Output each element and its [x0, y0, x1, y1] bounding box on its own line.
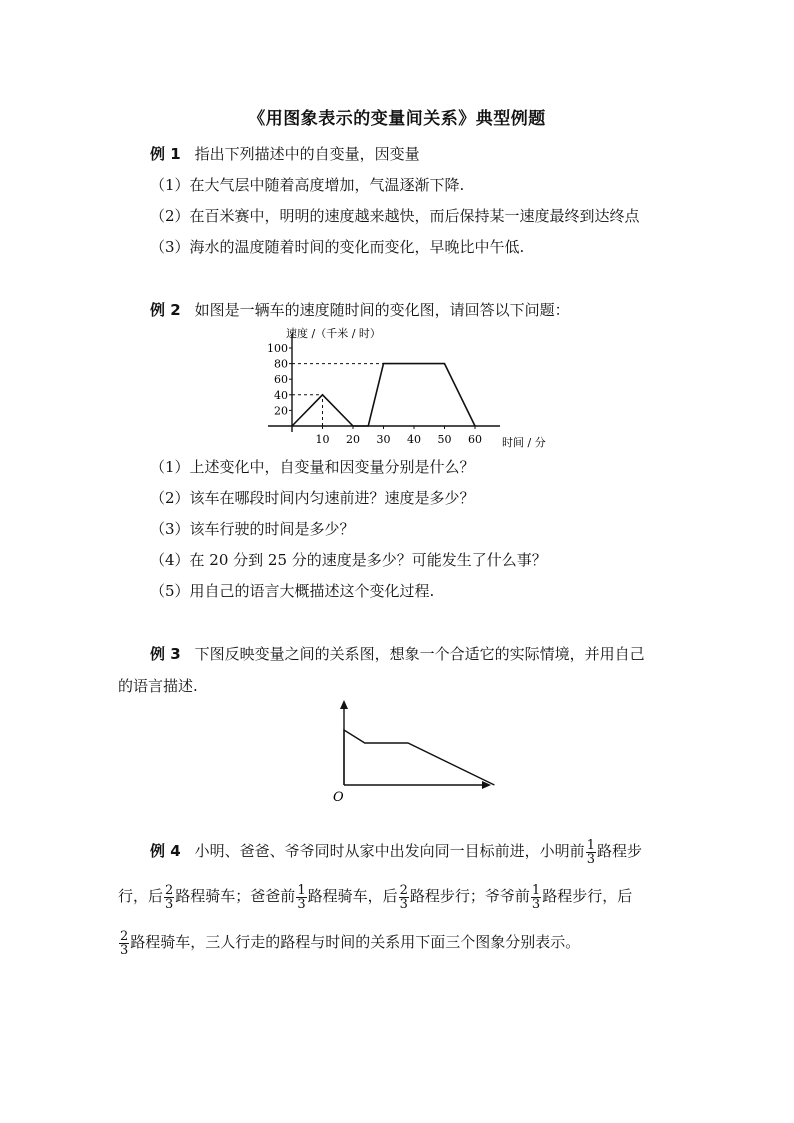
x-tick-label: 30 [376, 433, 391, 446]
x-tick-label: 40 [407, 433, 421, 446]
y-tick-label: 60 [274, 373, 288, 387]
x-axis-label: 时间 / 分 [502, 436, 546, 449]
ex3-line-2: 的语言描述. [118, 677, 198, 695]
fraction-two-thirds [399, 884, 409, 911]
ex4-text-2a: 行，后 [118, 887, 164, 905]
ex2-item-3: （3）该车行驶的时间是多少？ [150, 520, 355, 538]
fraction-one-third [586, 839, 596, 866]
fraction-denominator: 3 [586, 851, 595, 867]
fraction-numerator: 2 [165, 882, 174, 898]
ex4-line-1 [150, 838, 642, 866]
fraction-denominator: 3 [399, 896, 408, 912]
ex1-item-1: （1）在大气层中随着高度增加，气温逐渐下降. [150, 176, 465, 194]
ex1-question: 指出下列描述中的自变量，因变量 [194, 145, 420, 163]
x-tick-label: 20 [346, 433, 360, 446]
y-tick-label: 80 [274, 357, 288, 371]
fraction-two-thirds [119, 930, 129, 957]
y-tick-label: 20 [274, 404, 288, 418]
x-tick-label: 50 [437, 433, 452, 446]
fraction-denominator: 3 [531, 896, 541, 912]
speed-series-line [292, 364, 475, 426]
origin-label: O [333, 790, 344, 805]
ex1-item-2: （2）在百米赛中，明明的速度越来越快，而后保持某一速度最终到达终点 [150, 207, 640, 225]
page-title: 《用图象表示的变量间关系》典型例题 [248, 109, 546, 129]
ex4-text-2c: 路程骑车，后 [307, 887, 398, 905]
fraction-numerator: 1 [531, 882, 541, 898]
fraction-one-third [531, 884, 541, 911]
x-tick-label: 60 [468, 433, 482, 446]
ex1-label: 例 1 [150, 145, 181, 163]
fraction-two-thirds [164, 884, 174, 911]
fraction-denominator: 3 [297, 896, 306, 912]
ex4-text-2e: 路程步行，后 [542, 887, 633, 905]
relation-sketch-chart [325, 695, 495, 805]
ex3-text-1: 下图反映变量之间的关系图，想象一个合适它的实际情境，并用自己 [194, 645, 645, 663]
fraction-numerator: 1 [297, 882, 306, 898]
ex4-text-2d: 路程步行；爷爷前 [409, 887, 530, 905]
y-axis-label: 速度 /（千米 / 时） [286, 327, 381, 340]
relation-series-line [344, 730, 494, 785]
ex2-item-5: （5）用自己的语言大概描述这个变化过程. [150, 582, 435, 600]
ex2-question: 如图是一辆车的速度随时间的变化图，请回答以下问题： [194, 301, 570, 319]
y-tick-label: 100 [267, 342, 288, 355]
y-axis-arrow [340, 700, 348, 709]
ex4-text-3a: 路程骑车，三人行走的路程与时间的关系用下面三个图象分别表示。 [130, 933, 581, 951]
ex3-line-1 [150, 645, 645, 663]
fraction-denominator: 3 [120, 942, 129, 958]
speed-time-chart [262, 322, 562, 454]
ex2-item-4: （4）在 20 分到 25 分的速度是多少？可能发生了什么事？ [150, 551, 547, 569]
fraction-numerator: 2 [399, 882, 408, 898]
ex4-label: 例 4 [150, 842, 181, 860]
ex3-label: 例 3 [150, 645, 181, 663]
ex4-text-2b: 路程骑车；爸爸前 [175, 887, 296, 905]
ex4-line-3 [118, 929, 580, 957]
x-tick-label: 10 [315, 433, 330, 446]
fraction-denominator: 3 [165, 896, 174, 912]
ex2-question-line [150, 301, 570, 319]
ex4-text-1b: 路程步 [596, 842, 642, 860]
ex2-label: 例 2 [150, 301, 181, 319]
ex1-question-line [150, 145, 420, 163]
ex2-item-2: （2）该车在哪段时间内匀速前进？速度是多少？ [150, 489, 475, 507]
fraction-numerator: 1 [586, 837, 595, 853]
ex1-item-3: （3）海水的温度随着时间的变化而变化，早晚比中午低. [150, 238, 525, 256]
fraction-one-third [296, 884, 306, 911]
fraction-numerator: 2 [120, 928, 129, 944]
ex4-text-1a: 小明、爸爸、爷爷同时从家中出发向同一目标前进，小明前 [194, 842, 585, 860]
ex2-item-1: （1）上述变化中，自变量和因变量分别是什么？ [150, 458, 475, 476]
y-tick-label: 40 [274, 388, 288, 402]
ex4-line-2 [118, 883, 632, 911]
